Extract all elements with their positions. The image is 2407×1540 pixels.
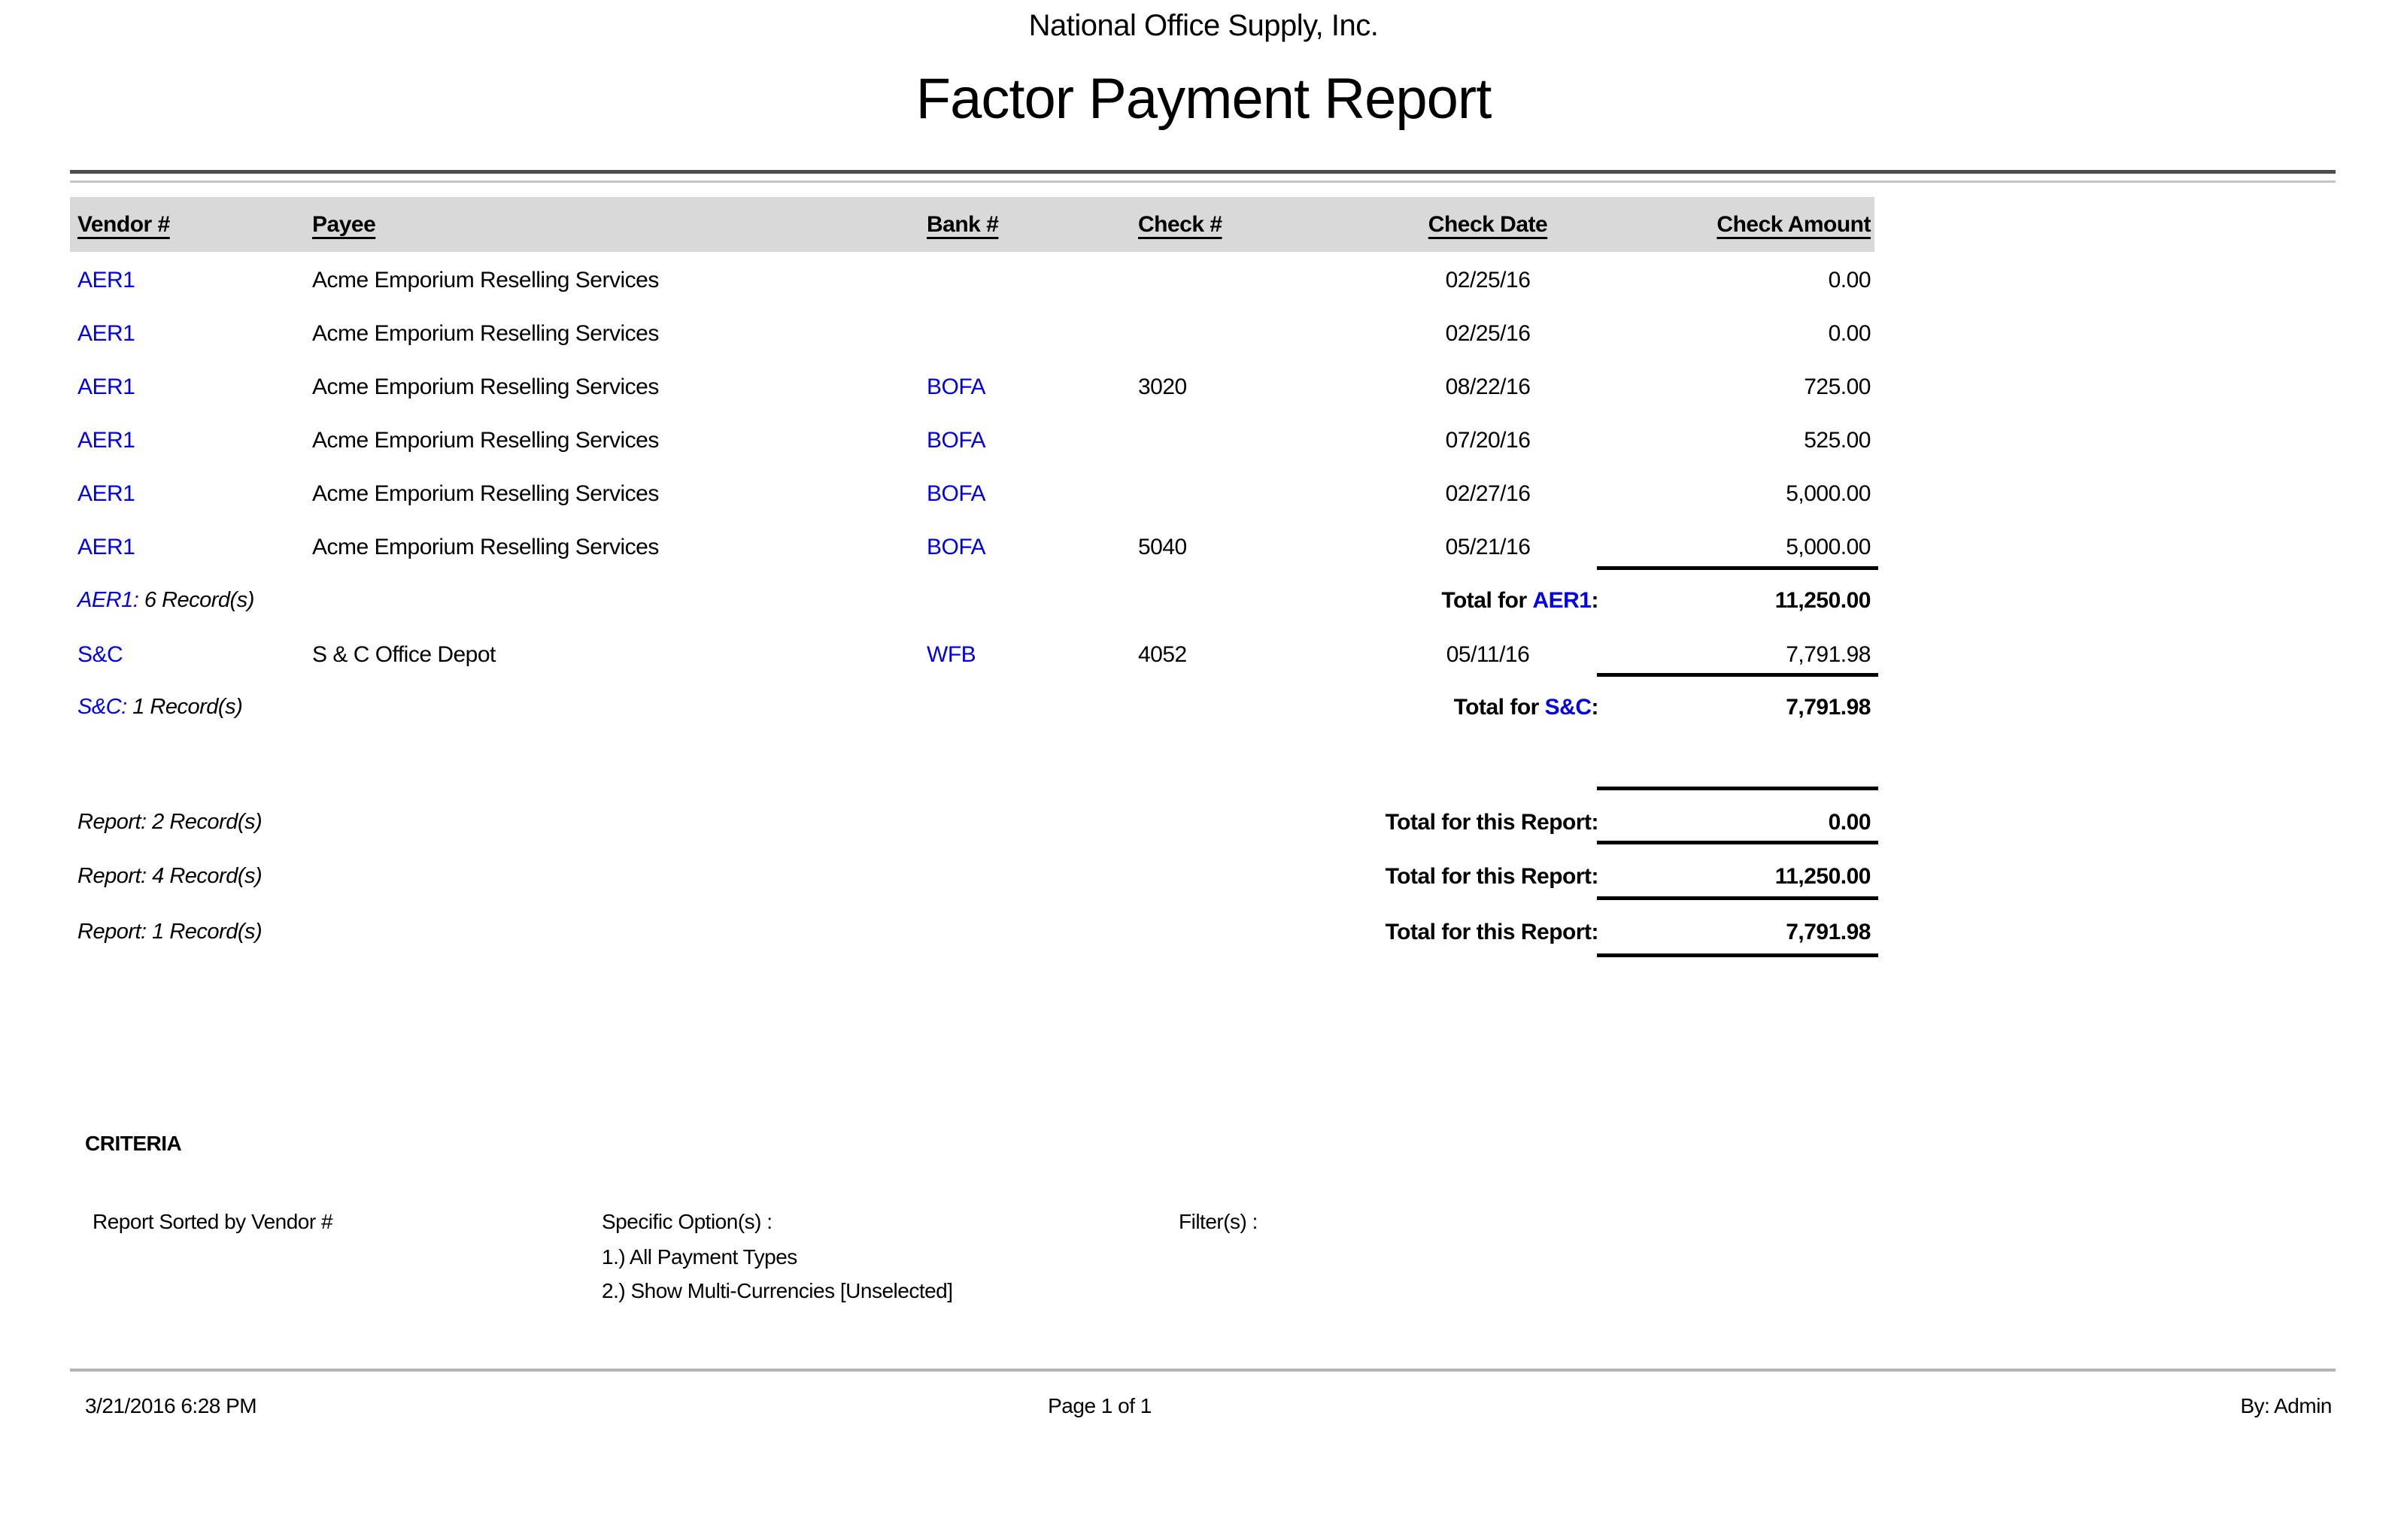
criteria-option-2: 2.) Show Multi-Currencies [Unselected]	[602, 1279, 953, 1302]
table-row	[70, 307, 1874, 360]
bank-link[interactable]: WFB	[927, 641, 976, 667]
table-row	[70, 253, 1874, 307]
report-title: Factor Payment Report	[915, 67, 1492, 131]
report-total-rule	[1597, 841, 1878, 844]
check-amount-cell: 5,000.00	[1786, 480, 1871, 506]
company-name: National Office Supply, Inc.	[1028, 9, 1379, 42]
vendor-link[interactable]: AER1	[77, 267, 135, 293]
subtotal-rule	[1597, 673, 1878, 677]
column-header-check-amount: Check Amount	[1716, 211, 1871, 237]
payee-cell: Acme Emporium Reselling Services	[312, 427, 659, 453]
column-header-check: Check #	[1138, 211, 1222, 237]
vendor-link[interactable]: AER1	[77, 534, 135, 559]
report-total-amount: 0.00	[1828, 809, 1871, 835]
report-total-label: Total for this Report:	[1385, 919, 1598, 944]
check-number-cell	[1138, 253, 1341, 307]
vendor-link[interactable]: AER1	[77, 480, 135, 506]
group-record-count: S&C: 1 Record(s)	[77, 695, 243, 719]
check-amount-cell: 525.00	[1804, 427, 1871, 453]
column-header-payee: Payee	[312, 211, 376, 237]
vendor-link[interactable]: S&C	[77, 641, 123, 667]
check-amount-cell: 725.00	[1804, 374, 1871, 399]
group-total-row	[70, 574, 1874, 627]
subtotal-rule	[1597, 566, 1878, 570]
table-row	[70, 467, 1874, 520]
bank-link[interactable]	[927, 253, 1130, 307]
report-total-rule	[1597, 787, 1878, 790]
payee-cell: Acme Emporium Reselling Services	[312, 534, 659, 559]
check-number-cell: 3020	[1138, 374, 1187, 399]
table-row	[70, 360, 1874, 414]
check-number-cell	[1138, 414, 1341, 467]
bank-link[interactable]: BOFA	[927, 480, 986, 506]
report-total-end-rule	[1597, 953, 1878, 957]
check-number-cell: 5040	[1138, 534, 1187, 559]
column-header-bank: Bank #	[927, 211, 999, 237]
title-rule-light	[70, 180, 2336, 183]
report-record-count: Report: 2 Record(s)	[77, 810, 263, 834]
check-date-cell: 05/21/16	[1445, 534, 1531, 559]
check-amount-cell: 0.00	[1828, 267, 1871, 293]
group-record-count: AER1: 6 Record(s)	[77, 588, 254, 612]
table-row	[70, 414, 1874, 467]
payee-cell: Acme Emporium Reselling Services	[312, 320, 659, 346]
group-total-label: Total for S&C :	[1453, 694, 1598, 720]
group-total-label: Total for AER1 :	[1441, 587, 1598, 613]
vendor-link[interactable]: AER1	[77, 374, 135, 399]
report-total-amount: 11,250.00	[1774, 863, 1871, 889]
group-total-amount: 11,250.00	[1774, 587, 1871, 613]
check-amount-cell: 0.00	[1828, 320, 1871, 346]
report-record-count: Report: 1 Record(s)	[77, 920, 263, 944]
bank-link[interactable]	[927, 307, 1130, 360]
report-total-label: Total for this Report:	[1385, 809, 1598, 835]
criteria-filters-label: Filter(s) :	[1179, 1210, 1258, 1233]
table-header-row	[70, 197, 1874, 252]
check-number-cell	[1138, 307, 1341, 360]
report-total-row	[70, 905, 1874, 959]
column-header-check-date: Check Date	[1428, 211, 1548, 237]
group-total-amount: 7,791.98	[1786, 694, 1871, 720]
payee-cell: Acme Emporium Reselling Services	[312, 374, 659, 399]
payee-cell: S & C Office Depot	[312, 641, 496, 667]
report-total-rule	[1597, 896, 1878, 900]
check-date-cell: 02/27/16	[1445, 480, 1531, 506]
footer-author: By: Admin	[2240, 1394, 2332, 1417]
report-record-count: Report: 4 Record(s)	[77, 864, 263, 888]
check-number-cell	[1138, 467, 1341, 520]
check-amount-cell: 7,791.98	[1786, 641, 1871, 667]
bank-link[interactable]: BOFA	[927, 427, 986, 453]
report-total-label: Total for this Report:	[1385, 863, 1598, 889]
vendor-link[interactable]: AER1	[77, 427, 135, 453]
check-date-cell: 02/25/16	[1445, 267, 1531, 293]
footer-datetime: 3/21/2016 6:28 PM	[85, 1394, 257, 1417]
criteria-option-1: 1.) All Payment Types	[602, 1245, 797, 1269]
payee-cell: Acme Emporium Reselling Services	[312, 267, 659, 293]
footer-page-number: Page 1 of 1	[1048, 1394, 1152, 1417]
criteria-sorted-by: Report Sorted by Vendor #	[93, 1210, 333, 1233]
title-rule-dark	[70, 170, 2336, 174]
column-header-vendor: Vendor #	[77, 211, 170, 237]
bank-link[interactable]: BOFA	[927, 534, 986, 559]
check-amount-cell: 5,000.00	[1786, 534, 1871, 559]
payee-cell: Acme Emporium Reselling Services	[312, 480, 659, 506]
criteria-options-label: Specific Option(s) :	[602, 1210, 772, 1233]
check-number-cell: 4052	[1138, 641, 1187, 667]
footer-rule	[70, 1369, 2336, 1372]
report-total-row	[70, 850, 1874, 903]
vendor-link[interactable]: AER1	[77, 320, 135, 346]
bank-link[interactable]: BOFA	[927, 374, 986, 399]
report-total-amount: 7,791.98	[1786, 919, 1871, 944]
criteria-heading: CRITERIA	[85, 1132, 182, 1155]
group-total-row	[70, 681, 1874, 734]
check-date-cell: 02/25/16	[1445, 320, 1531, 346]
check-date-cell: 07/20/16	[1445, 427, 1531, 453]
check-date-cell: 05/11/16	[1446, 641, 1530, 667]
check-date-cell: 08/22/16	[1445, 374, 1531, 399]
